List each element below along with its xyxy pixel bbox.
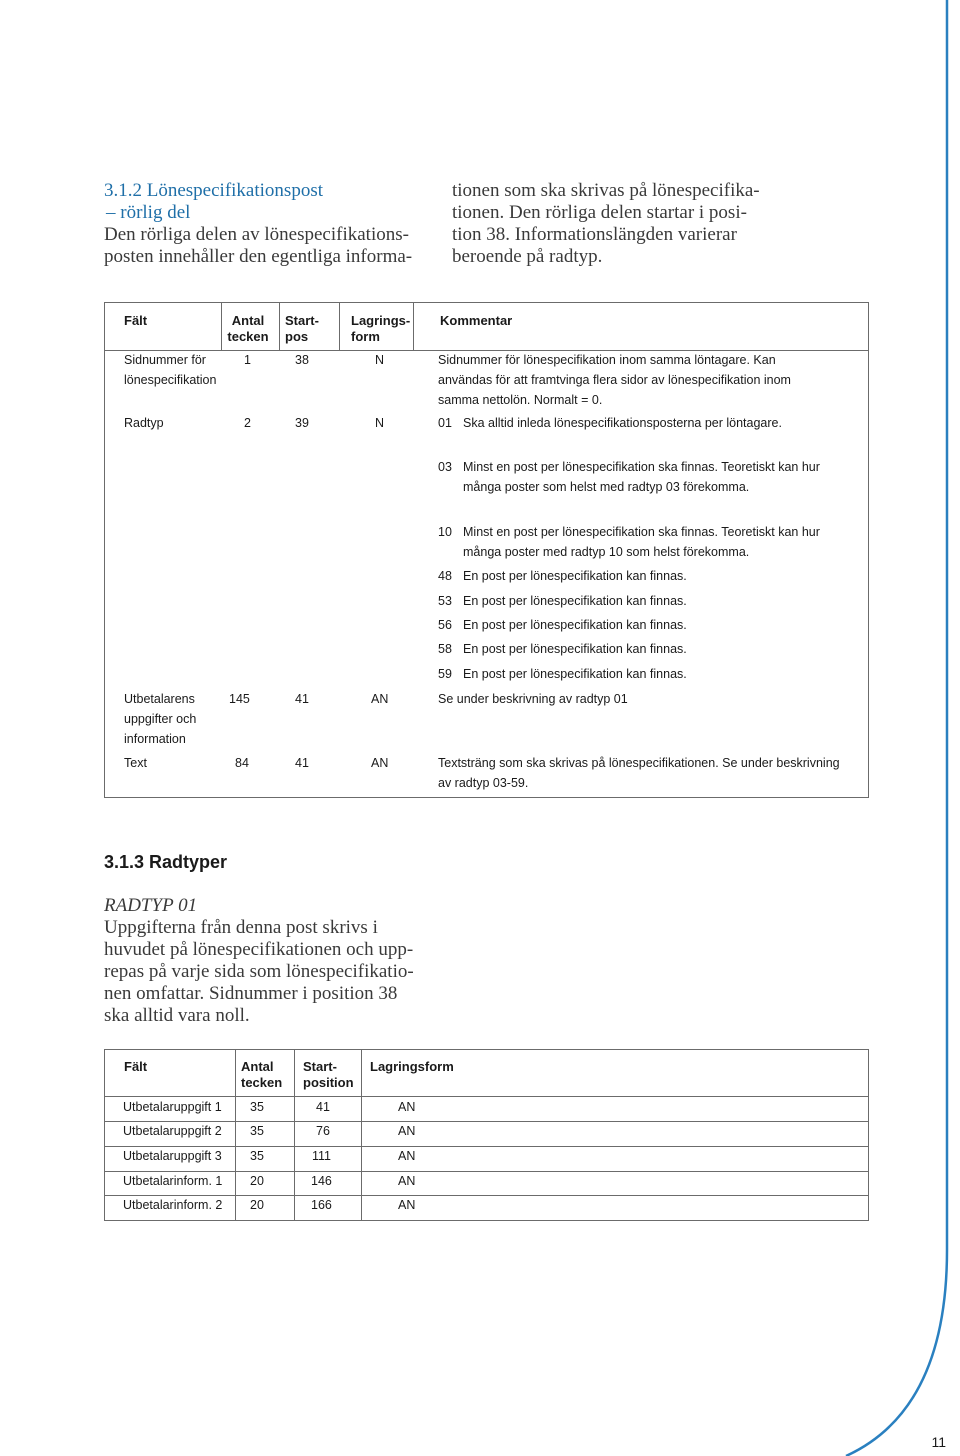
- row-field-name: Utbetalaruppgift 3: [123, 1149, 222, 1163]
- row-field-name: Text: [124, 756, 147, 770]
- table-radtyp-01: [104, 1049, 869, 1221]
- table-record-layout: [104, 302, 869, 798]
- body-text-line: nen omfattar. Sidnummer i position 38: [104, 983, 398, 1004]
- row-start: 41: [316, 1100, 330, 1114]
- column-header-startposition: Start- position: [303, 1059, 354, 1090]
- radtyp-01-description: [104, 895, 434, 1027]
- body-text-line: huvudet på lönespecifikationen och upp-: [104, 939, 414, 960]
- row-field-name: Utbetalarens uppgifter och information: [124, 692, 197, 746]
- row-field-name: Utbetalaruppgift 1: [123, 1100, 222, 1114]
- radtyp-code-text: En post per lönespecifikation kan finnas.: [463, 667, 687, 681]
- row-antal: 145: [229, 692, 250, 706]
- intro-text-line: tion 38. Informationslängden varierar: [452, 224, 737, 245]
- row-start: 38: [295, 353, 309, 367]
- column-header-falt: Fält: [124, 313, 148, 328]
- body-text-line: ska alltid vara noll.: [104, 1005, 250, 1026]
- intro-left-column: [104, 180, 424, 268]
- column-header-lagringsform: Lagringsform: [370, 1059, 454, 1074]
- row-start: 166: [311, 1198, 332, 1212]
- row-antal: 35: [250, 1149, 264, 1163]
- row-comment: Textsträng som ska skrivas på lönespecifikationen. Se under beskrivning av radtyp 03-59.: [438, 756, 840, 790]
- row-antal: 2: [244, 416, 251, 430]
- column-header-antal: Antal tecken: [227, 313, 269, 344]
- row-antal: 20: [250, 1198, 264, 1212]
- row-start: 41: [295, 756, 309, 770]
- radtyp-code: 01: [438, 416, 452, 430]
- row-field-name: Utbetalarinform. 1: [123, 1174, 223, 1188]
- row-lagr: AN: [398, 1149, 416, 1163]
- radtyp-code: 56: [438, 618, 452, 632]
- column-header-lagringsform: Lagrings- form: [351, 313, 411, 344]
- radtyp-code-text: Minst en post per lönespecifikation ska finnas. Teoretiskt kan hur många poster som helst med radtyp 03 förekomma.: [463, 460, 820, 494]
- section-heading-3-1-2-sub: – rörlig del: [106, 202, 191, 223]
- radtyp-code: 48: [438, 569, 452, 583]
- section-heading-3-1-2: 3.1.2 Lönespecifikationspost: [104, 180, 323, 201]
- radtyp-code-text: Minst en post per lönespecifikation ska finnas. Teoretiskt kan hur många poster med radtyp 10 som helst förekomma.: [463, 525, 820, 559]
- intro-text-line: tionen. Den rörliga delen startar i posi-: [452, 202, 747, 223]
- column-header-falt: Fält: [124, 1059, 148, 1074]
- intro-text-line: beroende på radtyp.: [452, 246, 603, 267]
- row-lagr: AN: [371, 692, 389, 706]
- row-lagr: AN: [371, 756, 389, 770]
- row-lagr: AN: [398, 1100, 416, 1114]
- radtyp-code-text: En post per lönespecifikation kan finnas.: [463, 569, 687, 583]
- radtyp-code: 10: [438, 525, 452, 539]
- radtyp-code-text: En post per lönespecifikation kan finnas.: [463, 618, 687, 632]
- radtyp-code: 58: [438, 642, 452, 656]
- row-field-name: Radtyp: [124, 416, 164, 430]
- row-antal: 20: [250, 1174, 264, 1188]
- row-start: 39: [295, 416, 309, 430]
- row-antal: 1: [244, 353, 251, 367]
- intro-text-line: posten innehåller den egentliga informa-: [104, 246, 413, 267]
- row-field-name: Utbetalaruppgift 2: [123, 1124, 222, 1138]
- row-start: 111: [312, 1149, 332, 1163]
- page-number: 11: [931, 1434, 946, 1450]
- row-antal: 35: [250, 1100, 264, 1114]
- row-comment: Sidnummer för lönespecifikation inom samma löntagare. Kan användas för att framtvinga flera sidor av lönespecifikation inom samma nettolön. Normalt = 0.: [438, 353, 791, 407]
- row-lagr: AN: [398, 1198, 416, 1212]
- row-field-name: Utbetalarinform. 2: [123, 1198, 223, 1212]
- section-heading-3-1-3: 3.1.3 Radtyper: [104, 852, 228, 872]
- radtyp-code: 53: [438, 594, 452, 608]
- row-start: 41: [295, 692, 309, 706]
- body-text-line: repas på varje sida som lönespecifikatio-: [104, 961, 414, 982]
- radtyp-code-text: Ska alltid inleda lönespecifikationsposterna per löntagare.: [463, 416, 782, 430]
- row-lagr: AN: [398, 1124, 416, 1138]
- column-header-startpos: Start- pos: [285, 313, 319, 344]
- row-antal: 84: [235, 756, 249, 770]
- row-comment: Se under beskrivning av radtyp 01: [438, 692, 628, 706]
- row-start: 76: [316, 1124, 330, 1138]
- body-text-line: Uppgifterna från denna post skrivs i: [104, 917, 378, 938]
- radtyp-code-text: En post per lönespecifikation kan finnas.: [463, 594, 687, 608]
- radtyp-01-title: RADTYP 01: [104, 895, 198, 916]
- radtyp-code: 03: [438, 460, 452, 474]
- column-header-antal: Antal tecken: [241, 1059, 283, 1090]
- row-start: 146: [311, 1174, 332, 1188]
- radtyp-code: 59: [438, 667, 452, 681]
- radtyp-code-text: En post per lönespecifikation kan finnas.: [463, 642, 687, 656]
- intro-text-line: Den rörliga delen av lönespecifikations-: [104, 224, 409, 245]
- intro-right-column: [452, 180, 772, 268]
- row-lagr: N: [375, 416, 385, 430]
- intro-text-line: tionen som ska skrivas på lönespecifika-: [452, 180, 760, 201]
- row-field-name: Sidnummer för lönespecifikation: [124, 353, 217, 387]
- row-lagr: N: [375, 353, 385, 367]
- column-header-kommentar: Kommentar: [440, 313, 513, 328]
- row-lagr: AN: [398, 1174, 416, 1188]
- row-antal: 35: [250, 1124, 264, 1138]
